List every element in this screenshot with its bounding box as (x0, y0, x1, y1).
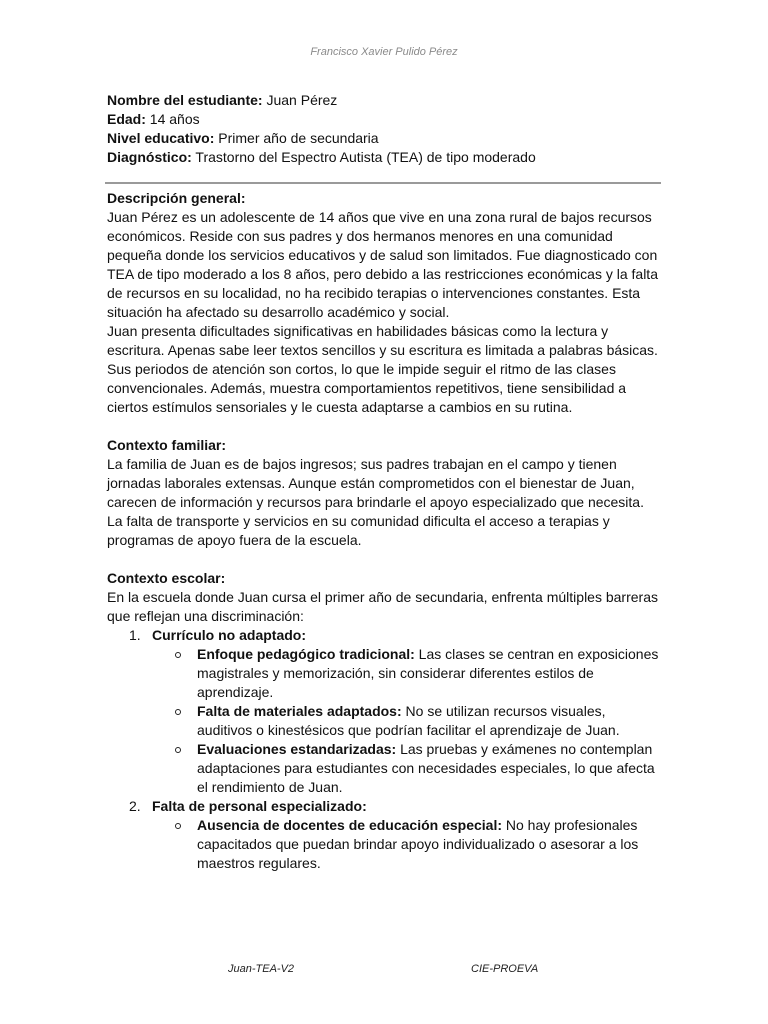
barrier-title: Currículo no adaptado: (152, 627, 306, 643)
sub-item-text: Las clases se centran en exposiciones magistrales y memorización, sin considerar diferentes estilos de aprendizaje. (197, 646, 659, 700)
sub-list-item (107, 740, 659, 797)
school-intro: En la escuela donde Juan cursa el primer año de secundaria, enfrenta múltiples barreras que reflejan una discriminación: (107, 589, 658, 624)
barrier-item (107, 626, 659, 797)
family-paragraph: La familia de Juan es de bajos ingresos; sus padres trabajan en el campo y tienen jornadas laborales extensas. Aunque están comprometidos con el bienestar de Juan, carecen de información y recursos para brindarle el apoyo especializado que necesita. La falta de transporte y servicios en su comunidad dificulta el acceso a terapias y programas de apoyo fuera de la escuela. (107, 456, 644, 548)
horizontal-divider (105, 182, 661, 184)
barriers-list (107, 626, 659, 873)
student-diagnosis-value: Trastorno del Espectro Autista (TEA) de tipo moderado (191, 149, 536, 165)
barrier-title: Falta de personal especializado: (152, 798, 367, 814)
family-heading: Contexto familiar: (107, 437, 227, 453)
student-name-label: Nombre del estudiante: (107, 92, 263, 108)
sub-item-text: Las pruebas y exámenes no contemplan adaptaciones para estudiantes con necesidades especiales, lo que afecta el rendimiento de Juan. (197, 741, 655, 795)
header-author: Francisco Xavier Pulido Pérez (310, 46, 458, 58)
barrier-item (107, 797, 659, 873)
sub-list-item (107, 702, 659, 740)
sub-item-text: No hay profesionales capacitados que puedan brindar apoyo individualizado o asesorar a los maestros regulares. (197, 817, 639, 871)
school-heading: Contexto escolar: (107, 570, 226, 586)
list-number: 1. (129, 627, 141, 643)
sub-item-term: Evaluaciones estandarizadas: (197, 741, 397, 757)
student-name-value: Juan Pérez (262, 92, 338, 108)
spacer (107, 550, 659, 569)
student-name-line (107, 91, 659, 110)
sub-item-term: Falta de materiales adaptados: (197, 703, 402, 719)
general-heading: Descripción general: (107, 190, 246, 206)
list-number: 2. (129, 798, 141, 814)
student-age-value: 14 años (145, 111, 200, 127)
sub-list-item (107, 816, 659, 873)
document-body (107, 91, 659, 873)
sub-item-text: No se utilizan recursos visuales, auditivos o kinestésicos que podrían facilitar el aprendizaje de Juan. (197, 703, 620, 738)
barrier-sublist (152, 645, 659, 797)
student-diagnosis-line (107, 148, 659, 167)
circle-bullet-icon (175, 652, 181, 658)
barrier-sublist (152, 816, 659, 873)
footer-document-code: Juan-TEA-V2 (228, 963, 295, 975)
sub-list-item (107, 645, 659, 702)
general-paragraph-2: Juan presenta dificultades significativas en habilidades básicas como la lectura y escritura. Apenas sabe leer textos sencillos y su escritura es limitada a palabras básicas. Sus periodos de atención son cortos, lo que le impide seguir el ritmo de las clases convencionales. Además, muestra comportamientos repetitivos, tiene sensibilidad a ciertos estímulos sensoriales y le cuesta adaptarse a cambios en su rutina. (107, 323, 658, 415)
student-level-line (107, 129, 659, 148)
student-age-label: Edad: (107, 111, 146, 127)
circle-bullet-icon (175, 709, 181, 715)
student-level-value: Primer año de secundaria (214, 130, 379, 146)
circle-bullet-icon (175, 747, 181, 753)
student-level-label: Nivel educativo: (107, 130, 215, 146)
footer-organization: CIE-PROEVA (471, 963, 539, 975)
student-age-line (107, 110, 659, 129)
student-diagnosis-label: Diagnóstico: (107, 149, 192, 165)
sub-item-term: Enfoque pedagógico tradicional: (197, 646, 415, 662)
general-paragraph-1: Juan Pérez es un adolescente de 14 años que vive en una zona rural de bajos recursos económicos. Reside con sus padres y dos hermanos menores en una comunidad pequeña donde los servicios educativos y de salud son limitados. Fue diagnosticado con TEA de tipo moderado a los 8 años, pero debido a las restricciones económicas y la falta de recursos en su localidad, no ha recibido terapias o intervenciones constantes. Esta situación ha afectado su desarrollo académico y social. (107, 209, 658, 320)
circle-bullet-icon (175, 823, 181, 829)
sub-item-term: Ausencia de docentes de educación especial: (197, 817, 502, 833)
spacer (107, 417, 659, 436)
